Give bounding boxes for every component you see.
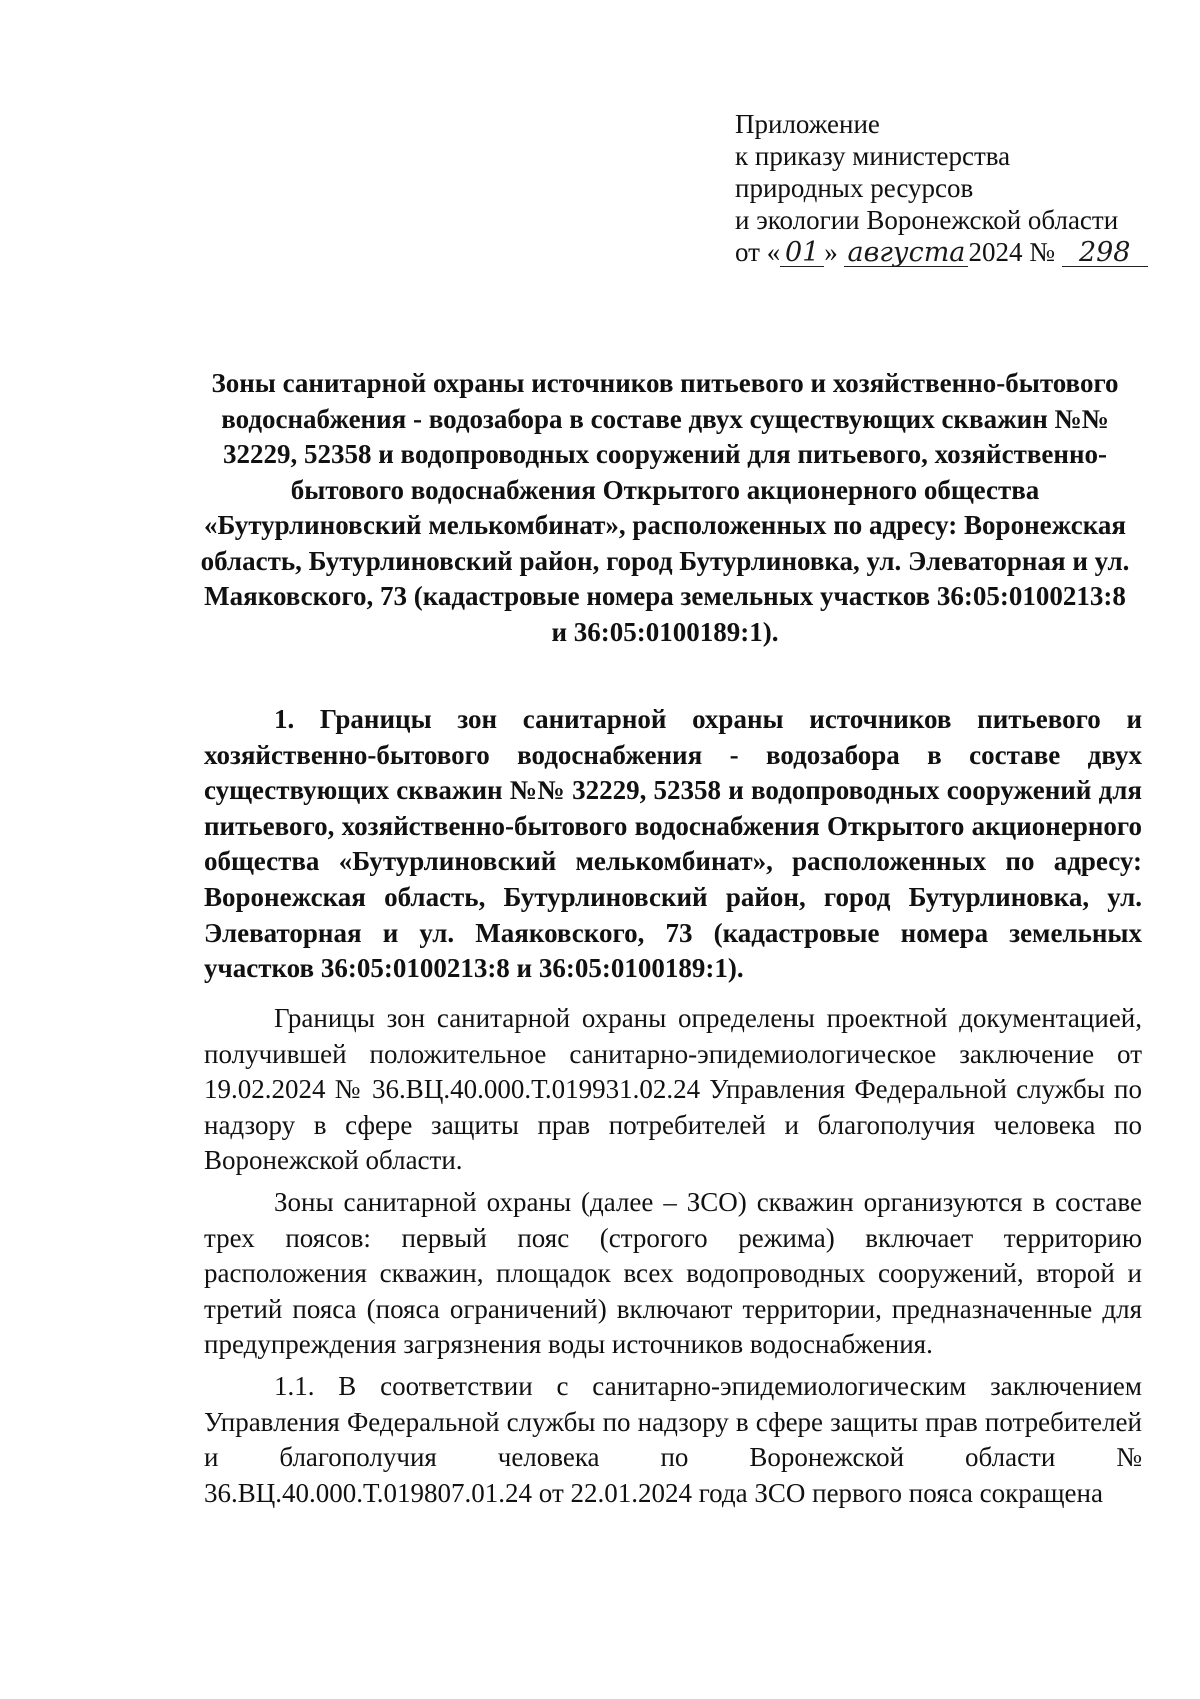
handwritten-order-number: 298 <box>1062 240 1148 267</box>
appendix-header <box>735 108 1155 268</box>
handwritten-month: августа <box>844 240 968 267</box>
appendix-line-1: Приложение <box>735 109 880 139</box>
paragraph-zones: Зоны санитарной охраны (далее – ЗСО) скважин организуются в составе трех поясов: первый пояс (строгого режима) включает территорию расположения скважин, площадок всех водопроводных сооружений, второй и третий пояса (пояса ограничений) включают территории, предназначенные для предупреждения загрязнения воды источников водоснабжения. <box>204 1187 1142 1360</box>
paragraph-1-1: 1.1. В соответствии с санитарно-эпидемиологическим заключением Управления Федеральной службы по надзору в сфере защиты прав потребителей и благополучия человека по Воронежской области № 36.ВЦ.40.000.Т.019807.01.24 от 22.01.2024 года ЗСО первого пояса сокращена <box>204 1371 1142 1508</box>
date-prefix: от « <box>735 237 781 267</box>
date-year: 2024 № <box>968 237 1062 267</box>
date-mid: » <box>824 237 845 267</box>
appendix-line-3: природных ресурсов <box>735 173 974 203</box>
appendix-line-4: и экологии Воронежской области <box>735 205 1119 235</box>
order-date-line <box>735 236 1155 268</box>
section-1-heading: 1. Границы зон санитарной охраны источников питьевого и хозяйственно-бытового водоснабжения - водозабора в составе двух существующих скважин №№ 32229, 52358 и водопроводных сооружений для питьевого, хозяйственно-бытового водоснабжения Открытого акционерного общества «Бутурлиновский мелькомбинат», расположенных по адресу: Воронежская область, Бутурлиновский район, город Бутурлиновка, ул. Элеваторная и ул. Маяковского, 73 (кадастровые номера земельных участков 36:05:0100213:8 и 36:05:0100189:1). <box>204 704 1142 984</box>
handwritten-day: 01 <box>780 240 824 267</box>
paragraph-boundaries: Границы зон санитарной охраны определены проектной документацией, получившей положительное санитарно-эпидемиологическое заключение от 19.02.2024 № 36.ВЦ.40.000.Т.019931.02.24 Управления Федеральной службы по надзору в сфере защиты прав потребителей и благополучия человека по Воронежской области. <box>204 1003 1142 1176</box>
appendix-line-2: к приказу министерства <box>735 141 1011 171</box>
document-title: Зоны санитарной охраны источников питьевого и хозяйственно-бытового водоснабжения - водозабора в составе двух существующих скважин №№ 32229, 52358 и водопроводных сооружений для питьевого, хозяйственно-бытового водоснабжения Открытого акционерного общества «Бутурлиновский мелькомбинат», расположенных по адресу: Воронежская область, Бутурлиновский район, город Бутурлиновка, ул. Элеваторная и ул. Маяковского, 73 (кадастровые номера земельных участков 36:05:0100213:8 и 36:05:0100189:1). <box>200 368 1130 647</box>
